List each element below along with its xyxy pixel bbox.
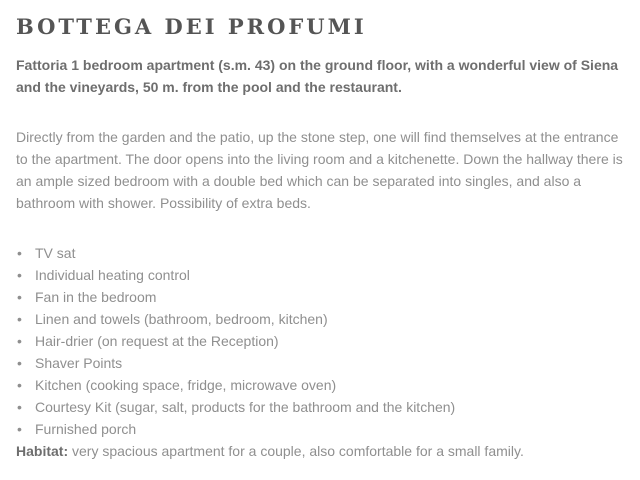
- list-item: [16, 352, 624, 374]
- description-paragraph: Directly from the garden and the patio, up the stone step, one will find themselves at the entrance to the apartment. The door opens into the living room and a kitchenette. Down the hallway there is an ample sized bedroom with a double bed which can be separated into singles, and also a bathroom with shower. Possibility of extra beds.: [16, 129, 623, 211]
- bullet-icon: •: [17, 421, 22, 437]
- feature-label: Courtesy Kit (sugar, salt, products for the bathroom and the kitchen): [35, 399, 456, 415]
- lead-summary: Fattoria 1 bedroom apartment (s.m. 43) on the ground floor, with a wonderful view of Siena and the vineyards, 50 m. from the pool and the restaurant.: [16, 57, 619, 95]
- bullet-icon: •: [17, 311, 22, 327]
- list-item: [16, 286, 624, 308]
- features-list: [16, 242, 624, 440]
- page-title: BOTTEGA DEI PROFUMI: [16, 14, 367, 39]
- bullet-icon: •: [17, 377, 22, 393]
- bullet-icon: •: [17, 289, 22, 305]
- feature-label: Hair-drier (on request at the Reception): [35, 333, 279, 349]
- feature-label: Fan in the bedroom: [35, 289, 157, 305]
- list-item: [16, 330, 624, 352]
- bullet-icon: •: [17, 355, 22, 371]
- list-item: [16, 308, 624, 330]
- list-item: [16, 418, 624, 440]
- feature-label: TV sat: [35, 245, 76, 261]
- list-item: [16, 242, 624, 264]
- habitat-label: Habitat:: [16, 443, 69, 459]
- habitat-line: [16, 440, 624, 462]
- bullet-icon: •: [17, 399, 22, 415]
- habitat-text: very spacious apartment for a couple, also comfortable for a small family.: [68, 443, 524, 459]
- bullet-icon: •: [17, 267, 22, 283]
- feature-label: Kitchen (cooking space, fridge, microwave oven): [35, 377, 337, 393]
- feature-label: Individual heating control: [35, 267, 190, 283]
- feature-label: Furnished porch: [35, 421, 137, 437]
- feature-label: Linen and towels (bathroom, bedroom, kitchen): [35, 311, 328, 327]
- list-item: [16, 374, 624, 396]
- bullet-icon: •: [17, 333, 22, 349]
- list-item: [16, 264, 624, 286]
- feature-label: Shaver Points: [35, 355, 123, 371]
- list-item: [16, 396, 624, 418]
- bullet-icon: •: [17, 245, 22, 261]
